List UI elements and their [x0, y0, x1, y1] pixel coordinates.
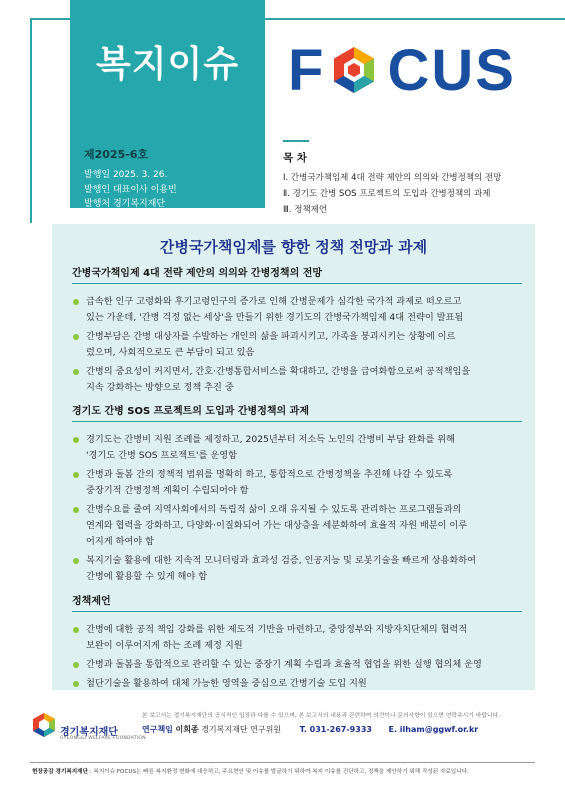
section-2	[72, 402, 522, 588]
bullet-item: 간병과 돌봄을 통합적으로 관리할 수 있는 중장기 계획 수립과 효율적 협업을 위한 실행 협의체 운영	[72, 657, 522, 673]
bottom-caption	[32, 767, 469, 775]
focus-logo	[288, 37, 516, 103]
bullet-item: 복지기술 활용에 대한 지속적 모니터링과 효과성 검증, 인공지능 및 로봇기술을 빠르게 상용화하여 간병에 활용할 수 있게 해야 함	[72, 553, 522, 585]
main-title: 간병국가책임제를 향한 정책 전망과 과제	[159, 238, 428, 256]
footer	[30, 700, 535, 744]
bullet-item: 첨단기술을 활용하여 대체 가능한 영역을 중심으로 간병기술 도입 지원	[72, 676, 522, 692]
contact-line	[142, 724, 478, 735]
section-title: 경기도 간병 SOS 프로젝트의 도입과 간병정책의 과제	[72, 402, 522, 422]
g-emblem-icon	[329, 45, 379, 95]
section-3	[72, 592, 522, 695]
focus-logo-cus: CUS	[387, 37, 516, 103]
bottom-divider	[30, 762, 535, 763]
toc-accent-bar	[283, 140, 309, 142]
bullet-item: 경기도는 간병비 지원 조례를 제정하고, 2025년부터 저소득 노인의 간병비 부담 완화를 위해 '경기도 간병 SOS 프로젝트'를 운영함	[72, 432, 522, 464]
org-subtitle: GYEONGGI WELFARE FOUNDATION	[60, 736, 146, 741]
frame-left-line	[30, 18, 32, 223]
org-name: 경기복지재단	[60, 727, 118, 738]
summary-panel	[52, 224, 535, 690]
lead-role: 경기복지재단 연구위원	[201, 725, 282, 734]
issuer: 발행처 경기복지재단	[84, 199, 166, 209]
org-emblem-icon	[32, 712, 56, 738]
masthead-title: 복지이슈	[95, 44, 240, 85]
toc-item[interactable]: Ⅰ. 간병국가책임제 4대 전략 제안의 의의와 간병정책의 전망	[283, 173, 502, 183]
disclaimer-note: 본 보고서는 경기복지재단의 공식적인 입장과 다를 수 있으며, 본 보고서의 내용과 관련하여 의견이나 문의사항이 있으면 연락주시기 바랍니다.	[142, 713, 500, 719]
section-1	[72, 264, 522, 399]
issue-number: 제2025-6호	[84, 148, 149, 161]
focus-logo-f: F	[288, 37, 326, 103]
table-of-contents	[283, 140, 501, 218]
bullet-item: 간병에 대한 공적 책임 강화를 위한 제도적 기반을 마련하고, 중앙정부와 지방자치단체의 협력적 보완이 이루어지게 하는 조례 제정 지원	[72, 622, 522, 654]
org-logo	[30, 710, 150, 740]
publisher: 발행인 대표이사 이용빈	[84, 185, 177, 195]
toc-title: 목 차	[283, 152, 307, 164]
toc-item[interactable]: Ⅱ. 경기도 간병 SOS 프로젝트의 도입과 간병정책의 과제	[283, 189, 491, 199]
phone-number[interactable]: T. 031-267-9333	[299, 725, 372, 734]
bullet-item: 간병부담은 간병 대상자를 수발하는 개인의 삶을 파괴시키고, 가족을 붕괴시키는 상황에 이르 렀으며, 사회적으로도 큰 부담이 되고 있음	[72, 329, 522, 361]
masthead-block	[70, 0, 265, 208]
bullet-item: 급속한 인구 고령화와 후기고령인구의 증가로 인해 간병문제가 심각한 국가적 과제로 떠오르고 있는 가운데, '간병 걱정 없는 세상'을 만들기 위한 경기도의 간병국가책임제 4대 전략이 발표됨	[72, 294, 522, 326]
bottom-label: 현장공감 경기복지재단	[32, 769, 88, 775]
bottom-description: : 복지이슈 FOCUS는 빠른 복지환경 변화에 대응하고, 주요현안 및 이슈를 발굴하기 위하여 복지 이슈를 진단하고, 정책을 제안하기 위해 작성된 자료입니다.	[87, 769, 469, 775]
bullet-item: 간병의 중요성이 커지면서, 간호·간병통합서비스를 확대하고, 간병을 급여화함으로써 공적책임을 지속 강화하는 방향으로 정책 추진 중	[72, 364, 522, 396]
lead-name: 이희종	[175, 725, 199, 734]
pub-date: 발행일 2025. 3. 26.	[84, 170, 168, 180]
lead-label: 연구책임	[142, 725, 173, 734]
section-title: 간병국가책임제 4대 전략 제안의 의의와 간병정책의 전망	[72, 264, 522, 284]
bullet-item: 간병수요를 줄여 지역사회에서의 독립적 삶이 오래 유지될 수 있도록 관리하는 프로그램들과의 연계와 협력을 강화하고, 다양화·이질화되어 가는 대상층을 세분화하여 효율적 자원 배분이 이루 어지게 하여야 함	[72, 502, 522, 550]
bullet-item: 간병과 돌봄 간의 정책적 범위를 명확히 하고, 통합적으로 간병정책을 추진해 나갈 수 있도록 중장기적 간병정책 계획이 수립되어야 함	[72, 467, 522, 499]
toc-item[interactable]: Ⅲ. 정책제언	[283, 205, 328, 215]
section-title: 정책제언	[72, 592, 522, 612]
email-link[interactable]: E. ilham@ggwf.or.kr	[388, 725, 479, 734]
